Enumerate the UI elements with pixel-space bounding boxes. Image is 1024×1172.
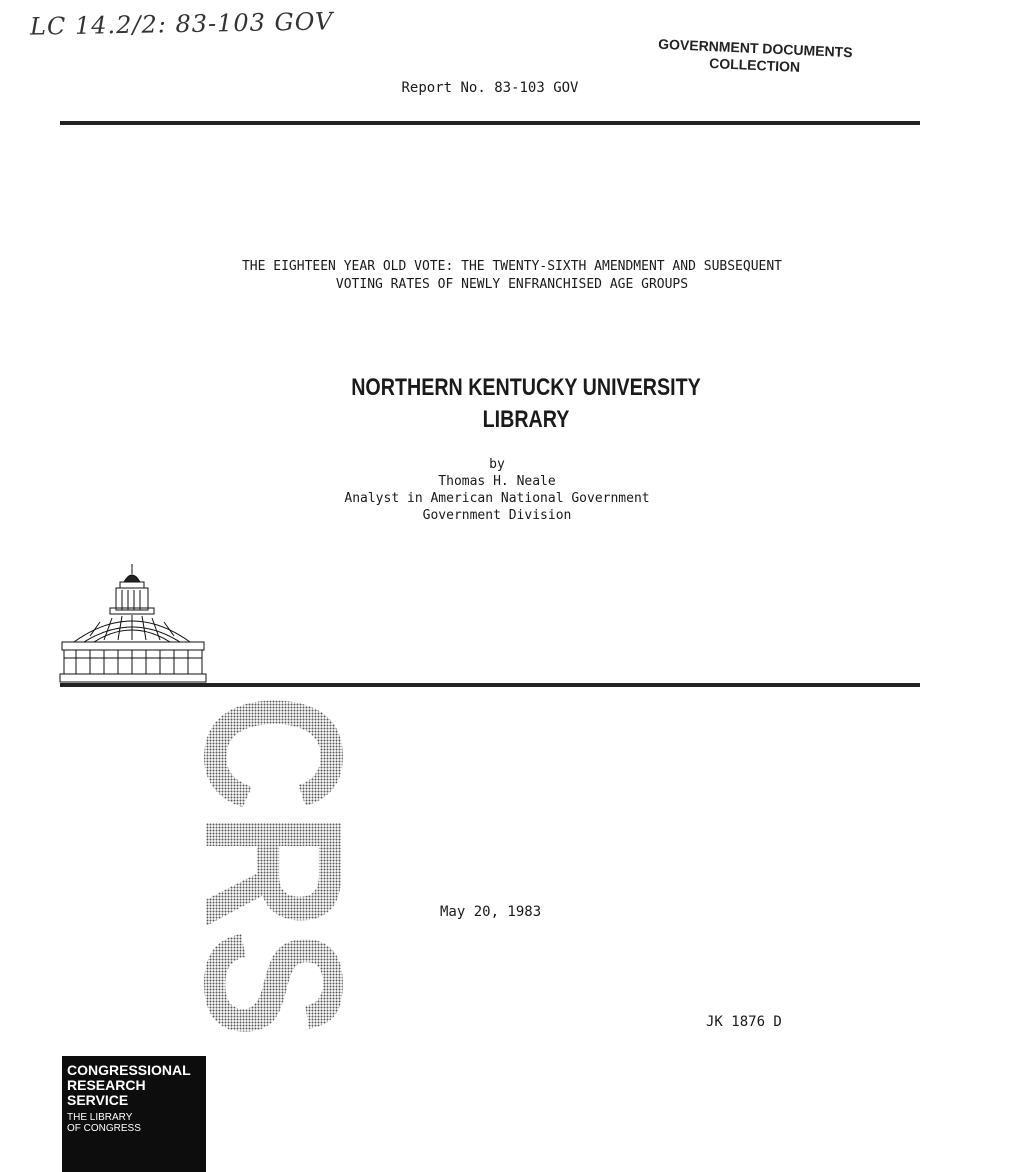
author-division: Government Division xyxy=(422,508,572,523)
byline xyxy=(0,456,994,524)
crs-line-5: OF CONGRESS xyxy=(67,1123,141,1134)
library-stamp-line-1: NORTHERN KENTUCKY UNIVERSITY xyxy=(351,374,701,401)
middle-divider xyxy=(60,683,920,687)
author-position: Analyst in American National Government xyxy=(344,491,650,506)
title-line-1: THE EIGHTEEN YEAR OLD VOTE: THE TWENTY-SIXTH AMENDMENT AND SUBSEQUENT xyxy=(241,259,783,274)
stamp-line-2: COLLECTION xyxy=(708,55,801,75)
call-number: JK 1876 D xyxy=(706,1014,782,1030)
crs-line-1: CONGRESSIONAL xyxy=(67,1062,191,1078)
library-ownership-stamp xyxy=(95,372,958,436)
top-divider xyxy=(60,121,920,125)
report-title xyxy=(0,258,1024,294)
stamp-line-1: GOVERNMENT DOCUMENTS xyxy=(657,35,853,61)
byline-by: by xyxy=(489,457,505,472)
author-name: Thomas H. Neale xyxy=(438,474,556,489)
library-dome-icon xyxy=(60,560,210,684)
report-number: Report No. 83-103 GOV xyxy=(401,80,579,96)
crs-letters: CRS xyxy=(164,694,383,1108)
report-date: May 20, 1983 xyxy=(440,904,542,920)
title-line-2: VOTING RATES OF NEWLY ENFRANCHISED AGE GROUPS xyxy=(335,277,689,292)
crs-name-block xyxy=(62,1056,206,1172)
crs-line-2: RESEARCH xyxy=(67,1077,146,1093)
crs-line-3: SERVICE xyxy=(67,1092,129,1108)
library-stamp-line-2: LIBRARY xyxy=(482,406,570,433)
handwritten-call-number: LC 14.2/2: 83-103 GOV xyxy=(29,7,334,41)
crs-line-4: THE LIBRARY xyxy=(67,1112,133,1123)
government-documents-stamp xyxy=(639,35,870,79)
